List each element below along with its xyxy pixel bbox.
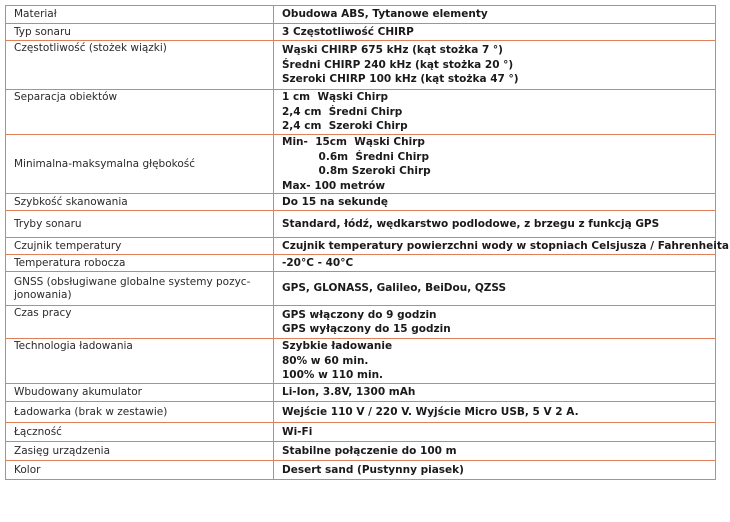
spec-value-line: 80% w 60 min.	[282, 354, 369, 367]
spec-row	[6, 135, 716, 194]
spec-row	[6, 41, 716, 90]
spec-value	[274, 194, 716, 211]
spec-label: Typ sonaru	[6, 24, 274, 41]
spec-row	[6, 461, 716, 480]
spec-value-line: 100% w 110 min.	[282, 369, 384, 382]
spec-row	[6, 194, 716, 211]
spec-label-line: jonowania)	[14, 288, 72, 301]
spec-value	[274, 238, 729, 255]
spec-row	[6, 423, 716, 442]
spec-value-line: Wejście 110 V / 220 V. Wyjście Micro USB, 5 V 2 A.	[282, 405, 579, 418]
spec-value-line: 0.6m Średni Chirp	[282, 150, 429, 163]
spec-row	[6, 384, 716, 402]
spec-value-line: 2,4 cm Szeroki Chirp	[282, 120, 408, 133]
spec-value-line: Szybkie ładowanie	[282, 340, 393, 353]
spec-label: Szybkość skanowania	[6, 194, 274, 211]
spec-value-line: Do 15 na sekundę	[282, 195, 389, 208]
spec-value-line: -20°C - 40°C	[282, 256, 354, 269]
spec-value	[274, 41, 716, 90]
spec-value	[274, 384, 716, 402]
spec-value-line: Min- 15cm Wąski Chirp	[282, 136, 425, 148]
spec-value-line: Szeroki CHIRP 100 kHz (kąt stożka 47 °)	[282, 73, 519, 86]
spec-table	[5, 5, 729, 480]
spec-value-line: 1 cm Wąski Chirp	[282, 91, 389, 104]
spec-label: Minimalna-maksymalna głębokość	[6, 135, 274, 194]
spec-value	[274, 423, 716, 442]
spec-table-body	[6, 6, 729, 480]
spec-value	[274, 442, 716, 461]
spec-value-line: Max- 100 metrów	[282, 179, 386, 192]
spec-row	[6, 24, 716, 41]
spec-label: Czas pracy	[6, 306, 274, 339]
spec-value-line: Standard, łódź, wędkarstwo podlodowe, z brzegu z funkcją GPS	[282, 217, 660, 230]
spec-row	[6, 90, 716, 135]
spec-value	[274, 135, 716, 194]
spec-value-line: Desert sand (Pustynny piasek)	[282, 463, 464, 476]
spec-label: Wbudowany akumulator	[6, 384, 274, 402]
spec-label: Tryby sonaru	[6, 211, 274, 238]
spec-label: Technologia ładowania	[6, 339, 274, 384]
spec-value	[274, 306, 716, 339]
spec-value-line: Wąski CHIRP 675 kHz (kąt stożka 7 °)	[282, 44, 503, 57]
spec-row	[6, 402, 716, 423]
spec-label: Łączność	[6, 423, 274, 442]
spec-row	[6, 272, 716, 306]
spec-row	[6, 306, 716, 339]
spec-label: Zasięg urządzenia	[6, 442, 274, 461]
spec-value	[274, 461, 716, 480]
spec-value-line: 3 Częstotliwość CHIRP	[282, 25, 414, 38]
spec-value-line: Obudowa ABS, Tytanowe elementy	[282, 8, 488, 21]
spec-value-line: Stabilne połączenie do 100 m	[282, 444, 457, 457]
spec-value	[274, 272, 716, 306]
spec-label: Częstotliwość (stożek wiązki)	[6, 41, 274, 90]
spec-value-line: Wi-Fi	[282, 425, 313, 438]
spec-value-line: Czujnik temperatury powierzchni wody w stopniach Celsjusza / Fahrenheita	[282, 239, 729, 252]
spec-value-line: 2,4 cm Średni Chirp	[282, 105, 403, 118]
spec-label	[6, 272, 274, 306]
spec-value-line: GPS wyłączony do 15 godzin	[282, 323, 451, 335]
spec-row	[6, 442, 716, 461]
spec-row	[6, 339, 716, 384]
spec-row	[6, 255, 716, 272]
spec-value	[274, 255, 716, 272]
spec-value	[274, 6, 716, 24]
spec-value	[274, 211, 716, 238]
spec-label: Kolor	[6, 461, 274, 480]
spec-value	[274, 90, 716, 135]
spec-label: Czujnik temperatury	[6, 238, 274, 255]
spec-label: Temperatura robocza	[6, 255, 274, 272]
spec-label: Materiał	[6, 6, 274, 24]
spec-value-line: GPS włączony do 9 godzin	[282, 308, 437, 321]
spec-value-line: Średni CHIRP 240 kHz (kąt stożka 20 °)	[282, 58, 514, 71]
spec-row	[6, 238, 716, 255]
spec-row	[6, 6, 716, 24]
spec-value-line: Li-Ion, 3.8V, 1300 mAh	[282, 386, 416, 399]
spec-label-line: GNSS (obsługiwane globalne systemy pozyc-	[14, 276, 251, 288]
spec-value	[274, 339, 716, 384]
spec-value-line: GPS, GLONASS, Galileo, BeiDou, QZSS	[282, 282, 507, 295]
spec-value	[274, 24, 716, 41]
spec-label: Separacja obiektów	[6, 90, 274, 135]
spec-value-line: 0.8m Szeroki Chirp	[282, 165, 431, 177]
spec-value	[274, 402, 716, 423]
spec-row	[6, 211, 716, 238]
spec-label: Ładowarka (brak w zestawie)	[6, 402, 274, 423]
